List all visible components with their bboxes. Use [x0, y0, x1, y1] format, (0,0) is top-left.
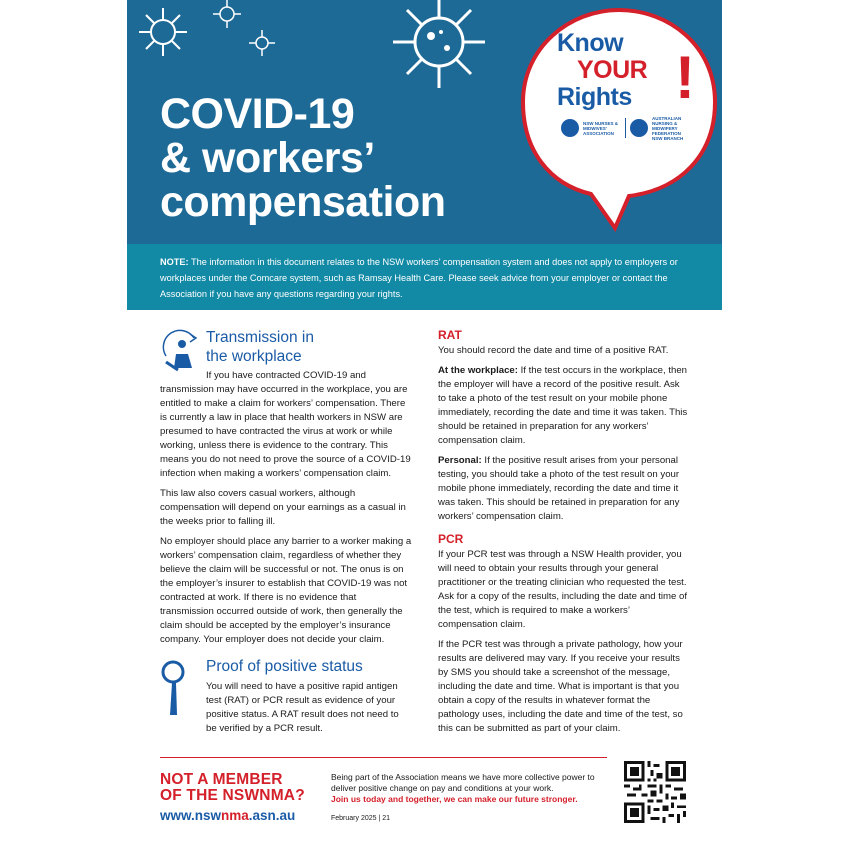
note-text: The information in this document relates to the NSW workers’ compensation system and does not apply to employers or workplaces under the Comcare system, such as Ramsay Health Care. Please seek advice from your employer or contact the Association if you have any questions regarding your rights.	[160, 257, 678, 299]
paragraph: This law also covers casual workers, although compensation will depend on your earnings as a casual in the weeks prior to falling ill.	[160, 488, 406, 527]
not-member-line: NOT A MEMBER	[160, 771, 283, 788]
badge-exclaim: !	[675, 44, 695, 111]
nswnma-logo-icon	[561, 119, 579, 137]
anmf-logo-text: AUSTRALIAN NURSING & MIDWIFERY FEDERATION NSW BRANCH	[652, 115, 684, 141]
section-title-transmission: Transmission in the workplace	[206, 329, 314, 365]
title-line: & workers’	[160, 134, 375, 182]
proof-block	[206, 657, 412, 736]
personal-text: If the positive result arises from your personal testing, you should take a photo of the test result on your mobile phone immediately, recording the date and time it was taken. This should be retained in preparation for any workers’ compensation claim.	[438, 455, 680, 522]
url-part: .asn.au	[248, 808, 296, 823]
association-logos	[561, 116, 691, 140]
not-member-heading	[160, 772, 305, 804]
footer-blurb-text: Being part of the Association means we have more collective power to deliver positive change on pay and conditions at your work.	[331, 772, 595, 793]
footer-blurb	[331, 772, 621, 805]
personal-label: Personal:	[438, 455, 482, 466]
transmission-icon	[160, 328, 204, 376]
proof-section	[160, 657, 412, 736]
website-link[interactable]	[160, 808, 295, 823]
left-column	[160, 328, 412, 742]
paragraph: You should record the date and time of a positive RAT.	[438, 345, 669, 356]
transmission-heading-block	[206, 328, 412, 366]
paragraph	[438, 364, 690, 448]
title-line: compensation	[160, 178, 446, 226]
virus-icon	[209, 0, 245, 30]
document-page	[127, 0, 722, 850]
url-part: www.nsw	[160, 808, 222, 823]
logo-divider	[625, 118, 626, 138]
paragraph: If the PCR test was through a private pathology, how your results are delivered may vary. If you receive your results by SMS you should take a screenshot of the message, including the date and time. What is important is that you obtain a copy of the results in whatever format the pathology uses, including the date and time of the test, so this can be submitted as part of your claim.	[438, 639, 683, 734]
section-title-rat: RAT	[438, 328, 462, 342]
virus-icon	[389, 0, 489, 92]
footer-join-text: Join us today and together, we can make our future stronger.	[331, 794, 578, 804]
paragraph	[438, 454, 690, 524]
anmf-logo-icon	[630, 119, 648, 137]
title-line: COVID-19	[160, 90, 355, 138]
note-banner	[127, 244, 722, 310]
section-title-pcr: PCR	[438, 532, 464, 546]
qr-code-icon[interactable]	[624, 761, 686, 823]
right-column	[438, 328, 690, 742]
workplace-text: If the test occurs in the workplace, then the employer will have a record of the positive result. Ask to take a photo of the test result on your mobile phone immediately, recording the date and time it was taken. This should be retained in preparation for any workers’ compensation claim.	[438, 365, 688, 446]
paragraph: If you have contracted COVID-19 and transmission may have occurred in the workplace, you are entitled to make a claim for workers’ compensation. There is currently a law in place that health workers in NSW are presumed to have contracted the virus at work or while working, unless there is evidence to the contrary. This means you do not need to prove the source of a COVID-19 infection when making a workers’ compensation claim.	[160, 370, 411, 479]
badge-know: Know	[557, 29, 624, 57]
know-your-rights-badge	[557, 29, 695, 111]
nswnma-logo-text: NSW NURSES & MIDWIVES' ASSOCIATION	[583, 120, 619, 136]
footer-date: February 2025 | 21	[331, 815, 391, 822]
paragraph: If your PCR test was through a NSW Health provider, you will need to obtain your results through your general practitioner or the treating clinician who requested the test. Ask for a copy of the results, including the date and time of the test, which is required to make a workers’ compensation claim.	[438, 549, 688, 630]
virus-icon	[135, 4, 191, 60]
note-label: NOTE:	[160, 257, 189, 267]
paragraph: No employer should place any barrier to a worker making a workers’ compensation claim, regardless of whether they believe the claim will be successful or not. The onus is on the employer’s insurer to establish that COVID-19 was not contracted at work. If there is no evidence that transmission occurred outside of work, then generally the claim should be accepted by the employer’s insurance company. Your employer does not decide your claim.	[160, 536, 412, 645]
paragraph: You will need to have a positive rapid antigen test (RAT) or PCR result as evidence of your positive status. A RAT result does not need to be verified by a PCR result.	[206, 681, 399, 734]
workplace-label: At the workplace:	[438, 365, 518, 376]
not-member-line: OF THE NSWNMA?	[160, 787, 305, 804]
virus-icon	[247, 28, 277, 58]
badge-rights: Rights	[557, 83, 632, 111]
section-title-proof: Proof of positive status	[206, 658, 363, 675]
hero-banner	[127, 0, 722, 244]
magnifier-icon	[160, 659, 188, 719]
badge-your: YOUR	[577, 56, 648, 84]
url-part: nma	[221, 808, 249, 823]
footer-divider	[160, 757, 607, 758]
page-title	[160, 92, 446, 224]
